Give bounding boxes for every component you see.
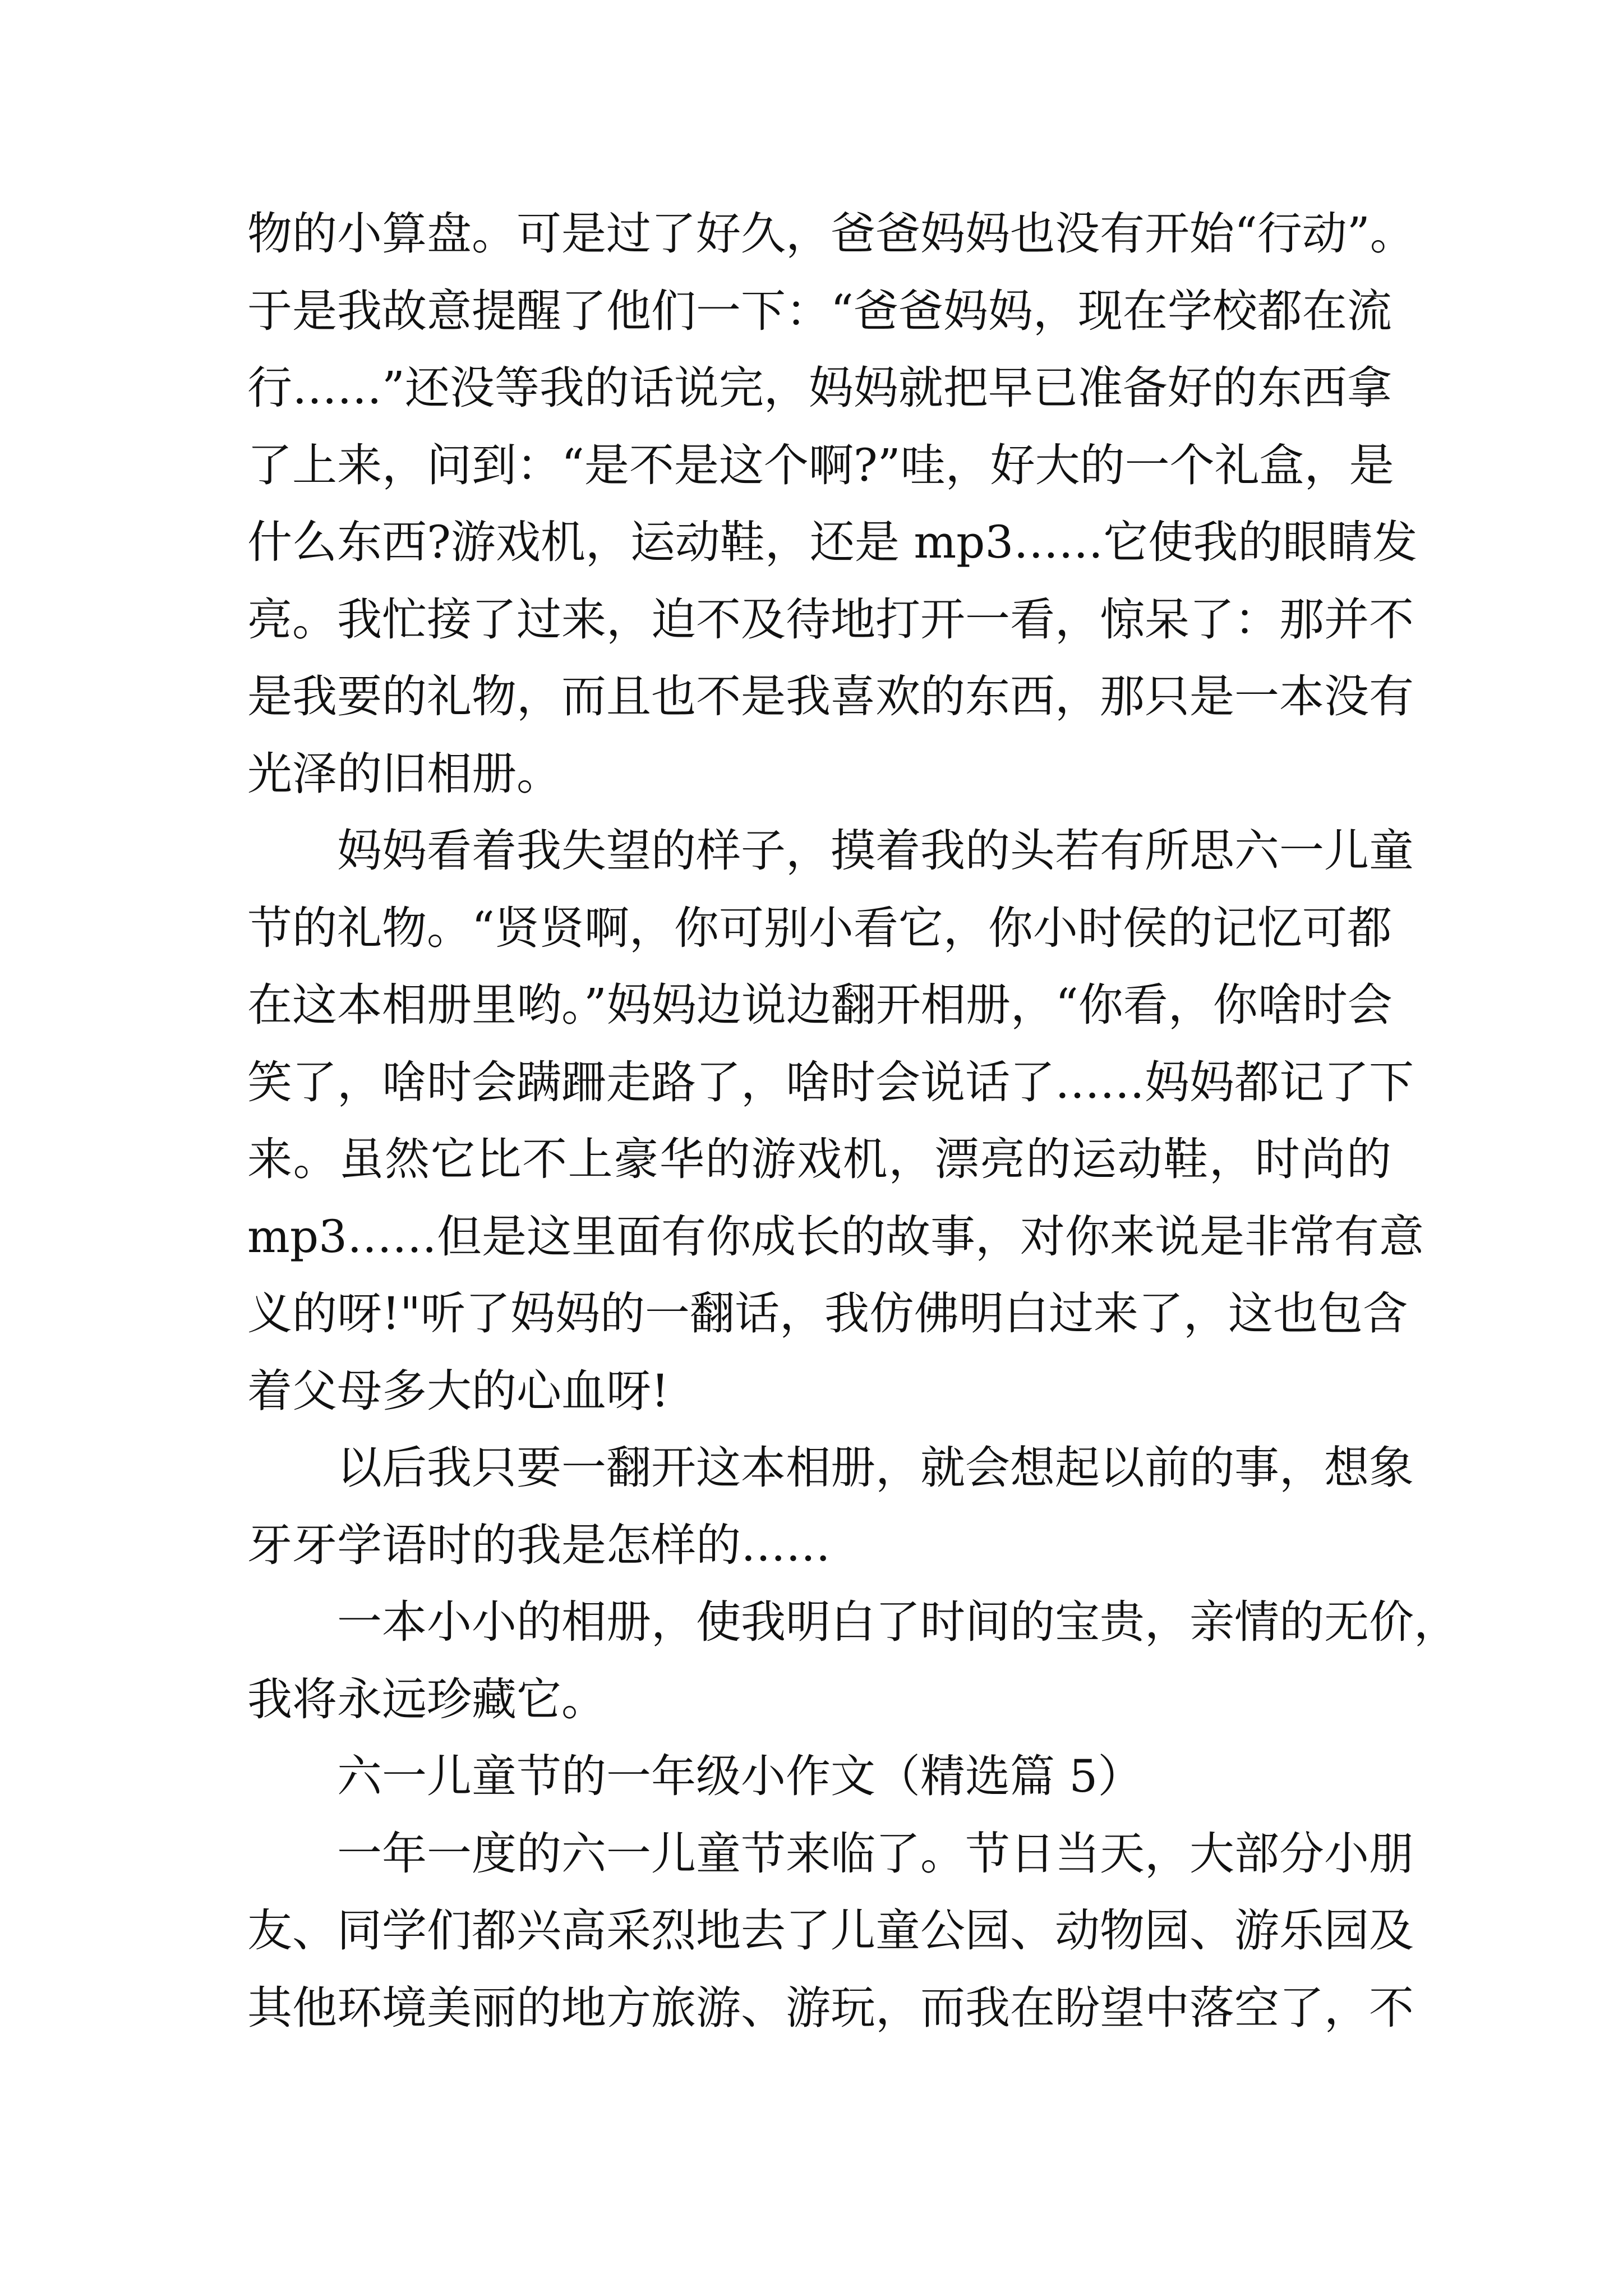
- text-line: 是我要的礼物，而且也不是我喜欢的东西，那只是一本没有: [247, 670, 1414, 723]
- text-line: 六一儿童节的一年级小作文（精选篇 5）: [247, 1750, 1143, 1802]
- text-line: 一年一度的六一儿童节来临了。节日当天，大部分小朋: [247, 1827, 1414, 1880]
- text-line: 牙牙学语时的我是怎样的……: [247, 1519, 831, 1571]
- text-line: 光泽的旧相册。: [247, 747, 561, 800]
- text-line: 来。虽然它比不上豪华的游戏机，漂亮的运动鞋，时尚的: [247, 1133, 1391, 1185]
- article-body: [247, 195, 1459, 2046]
- text-line: 其他环境美丽的地方旅游、游玩，而我在盼望中落空了，不: [247, 1981, 1414, 2034]
- text-line: 行……”还没等我的话说完，妈妈就把早已准备好的东西拿: [247, 362, 1392, 414]
- text-line: mp3……但是这里面有你成长的故事，对你来说是非常有意: [247, 1210, 1424, 1263]
- text-line: 什么东西?游戏机，运动鞋，还是 mp3……它使我的眼睛发: [247, 516, 1418, 568]
- text-line: 妈妈看着我失望的样子，摸着我的头若有所思六一儿童: [247, 825, 1414, 877]
- text-line: 着父母多大的心血呀!: [247, 1364, 670, 1417]
- text-line: 笑了，啥时会蹒跚走路了，啥时会说话了……妈妈都记了下: [247, 1056, 1414, 1108]
- text-line: 于是我故意提醒了他们一下：“爸爸妈妈，现在学校都在流: [247, 284, 1392, 337]
- text-line: 一本小小的相册，使我明白了时间的宝贵，亲情的无价，: [247, 1596, 1459, 1648]
- text-line: 义的呀!"听了妈妈的一翻话，我仿佛明白过来了，这也包含: [247, 1287, 1408, 1340]
- text-line: 物的小算盘。可是过了好久，爸爸妈妈也没有开始“行动”。: [247, 208, 1415, 260]
- text-line: 在这本相册里哟。”妈妈边说边翻开相册，“你看，你啥时会: [247, 979, 1393, 1031]
- text-line: 我将永远珍藏它。: [247, 1673, 606, 1726]
- text-line: 友、同学们都兴高采烈地去了儿童公园、动物园、游乐园及: [247, 1904, 1414, 1957]
- text-line: 了上来，问到：“是不是这个啊?”哇，好大的一个礼盒，是: [247, 439, 1394, 491]
- text-line: 以后我只要一翻开这本相册，就会想起以前的事，想象: [247, 1442, 1414, 1494]
- text-line: 节的礼物。“贤贤啊，你可别小看它，你小时侯的记忆可都: [247, 901, 1392, 954]
- text-line: 亮。我忙接了过来，迫不及待地打开一看，惊呆了：那并不: [247, 593, 1414, 646]
